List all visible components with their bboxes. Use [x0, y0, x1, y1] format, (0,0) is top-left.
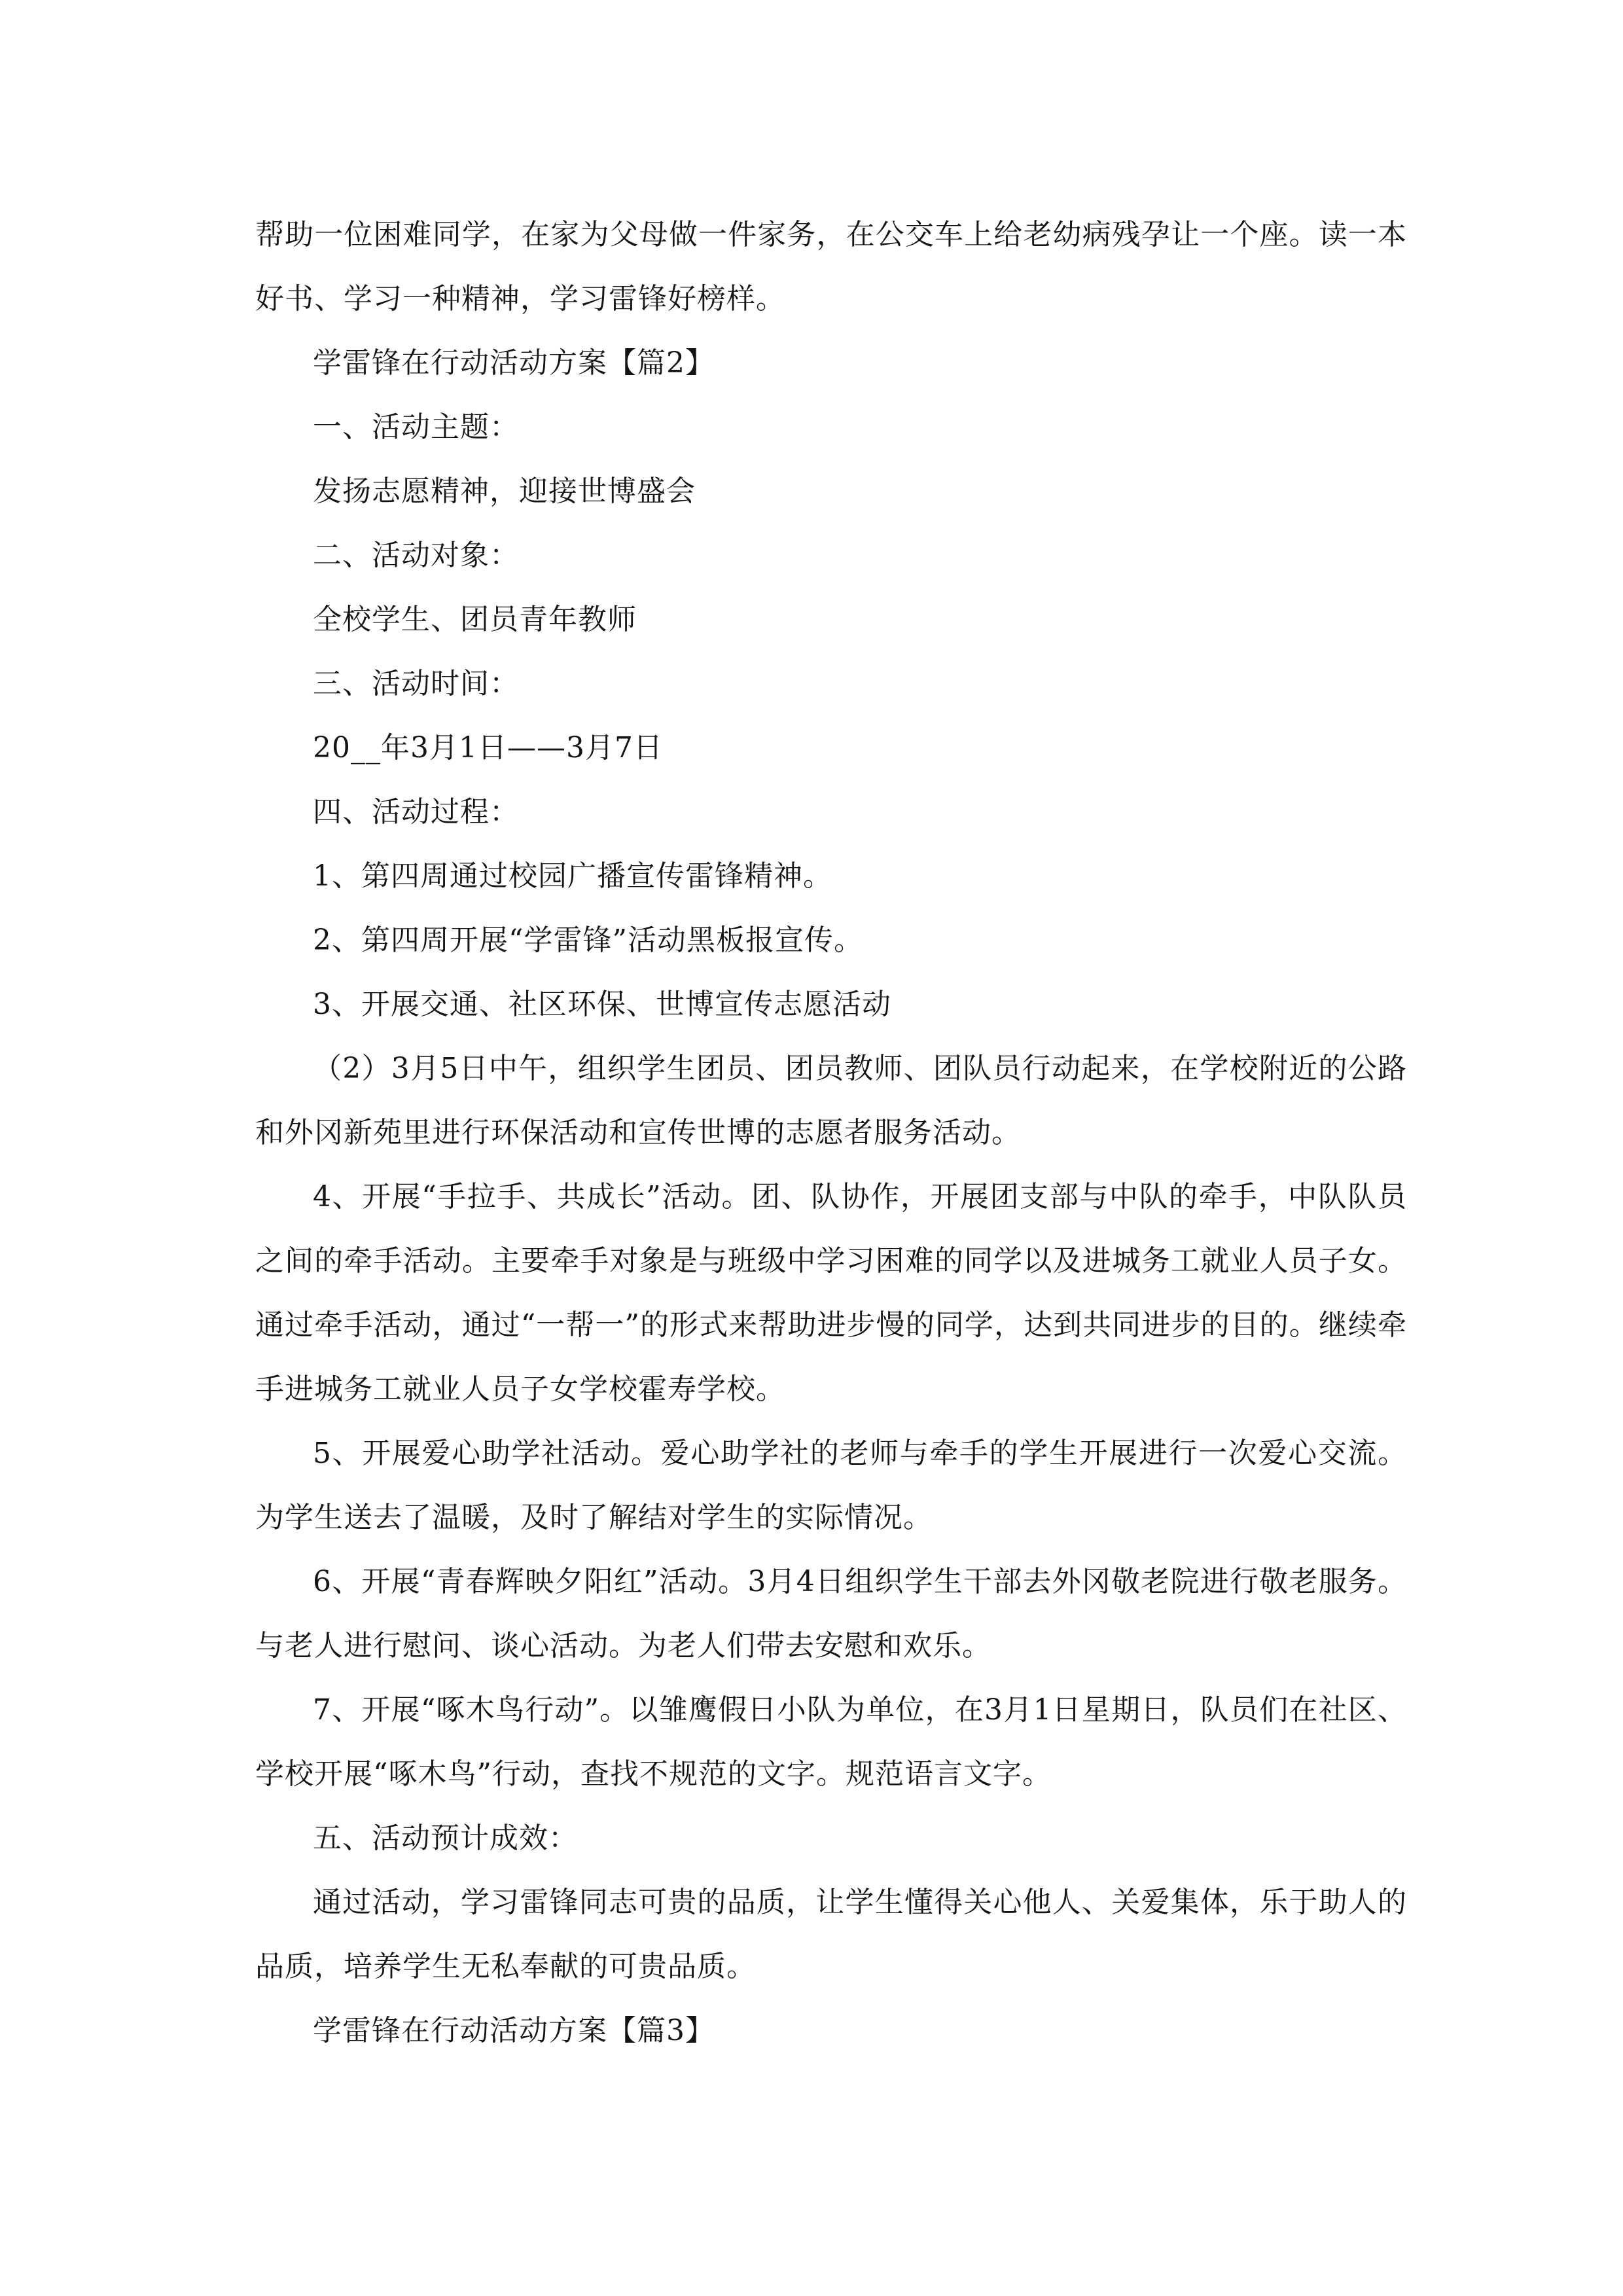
list-item-3-sub-2: （2）3月5日中午，组织学生团员、团员教师、团队员行动起来，在学校附近的公路和外冈新苑里进行环保活动和宣传世博的志愿者服务活动。: [255, 1052, 1407, 1149]
paragraph-activity-target: 全校学生、团员青年教师: [313, 603, 637, 636]
list-item-5: 5、开展爱心助学社活动。爱心助学社的老师与牵手的学生开展进行一次爱心交流。为学生送去了温暖，及时了解结对学生的实际情况。: [255, 1437, 1407, 1534]
list-item-4: 4、开展“手拉手、共成长”活动。团、队协作，开展团支部与中队的牵手，中队队员之间的牵手活动。主要牵手对象是与班级中学习困难的同学以及进城务工就业人员子女。通过牵手活动，通过“一帮一”的形式来帮助进步慢的同学，达到共同进步的目的。继续牵手进城务工就业人员子女学校霍寿学校。: [255, 1180, 1407, 1406]
list-item-3: 3、开展交通、社区环保、世博宣传志愿活动: [313, 988, 891, 1021]
heading-activity-theme: 一、活动主题：: [313, 410, 519, 444]
heading-activity-time: 三、活动时间：: [313, 667, 519, 700]
section-heading-part-3: 学雷锋在行动活动方案【篇3】: [313, 2014, 715, 2047]
paragraph-expected-results: 通过活动，学习雷锋同志可贵的品质，让学生懂得关心他人、关爱集体，乐于助人的品质，培养学生无私奉献的可贵品质。: [255, 1886, 1407, 1983]
list-item-6: 6、开展“青春辉映夕阳红”活动。3月4日组织学生干部去外冈敬老院进行敬老服务。与老人进行慰问、谈心活动。为老人们带去安慰和欢乐。: [255, 1565, 1407, 1662]
paragraph-continuation: 帮助一位困难同学，在家为父母做一件家务，在公交车上给老幼病残孕让一个座。读一本好书、学习一种精神，学习雷锋好榜样。: [255, 218, 1407, 315]
section-heading-part-2: 学雷锋在行动活动方案【篇2】: [313, 346, 715, 380]
list-item-2: 2、第四周开展“学雷锋”活动黑板报宣传。: [313, 924, 863, 957]
list-item-7: 7、开展“啄木鸟行动”。以雏鹰假日小队为单位，在3月1日星期日，队员们在社区、学校开展“啄木鸟”行动，查找不规范的文字。规范语言文字。: [255, 1693, 1407, 1791]
document-body: [255, 203, 1407, 2063]
paragraph-activity-theme: 发扬志愿精神，迎接世博盛会: [313, 475, 696, 508]
heading-activity-process: 四、活动过程：: [313, 795, 519, 829]
heading-expected-results: 五、活动预计成效：: [313, 1821, 578, 1855]
heading-activity-target: 二、活动对象：: [313, 539, 519, 572]
paragraph-activity-time: 20__年3月1日——3月7日: [313, 731, 663, 764]
list-item-1: 1、第四周通过校园广播宣传雷锋精神。: [313, 859, 832, 893]
